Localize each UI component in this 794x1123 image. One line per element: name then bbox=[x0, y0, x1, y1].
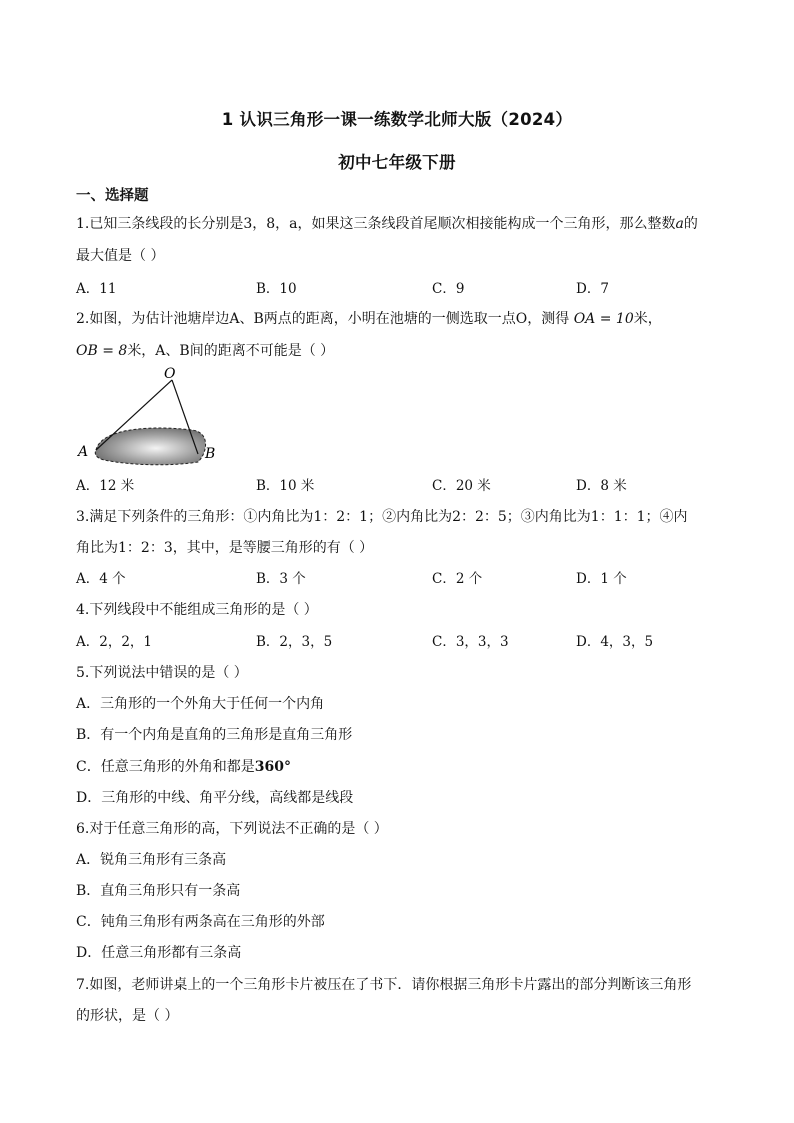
q6-choice-d[interactable]: D．任意三角形都有三条高 bbox=[76, 945, 242, 961]
q6-choice-b[interactable]: B．直角三角形只有一条高 bbox=[76, 883, 241, 899]
question-1-suffix: 的 bbox=[683, 216, 698, 232]
q3-option-a[interactable]: A．4 个 bbox=[76, 571, 126, 587]
question-5-line-1: 5.下列说法中错误的是（ ） bbox=[76, 665, 248, 681]
document-title: 1 认识三角形一课一练数学北师大版（2024） bbox=[221, 110, 573, 129]
question-3-line-2: 角比为1：2：3，其中，是等腰三角形的有（ ） bbox=[76, 540, 374, 556]
q1-option-b[interactable]: B．10 bbox=[256, 281, 297, 297]
question-1-line-2: 最大值是（ ） bbox=[76, 248, 165, 264]
question-1-line-1 bbox=[76, 214, 698, 234]
q2-option-a[interactable]: A．12 米 bbox=[76, 478, 135, 494]
q5-choice-c[interactable] bbox=[76, 757, 291, 777]
pond-shape bbox=[95, 428, 205, 465]
q6-choice-a[interactable]: A．锐角三角形有三条高 bbox=[76, 852, 227, 868]
q2-option-c[interactable]: C．20 米 bbox=[432, 478, 491, 494]
point-o-label: O bbox=[164, 366, 176, 382]
q4-option-b[interactable]: B．2，3，5 bbox=[256, 634, 333, 650]
variable-a: a bbox=[675, 216, 684, 232]
point-a-label: A bbox=[78, 444, 89, 460]
point-b-label: B bbox=[205, 446, 216, 462]
q4-option-d[interactable]: D．4，3，5 bbox=[576, 634, 654, 650]
q6-choice-c[interactable]: C．钝角三角形有两条高在三角形的外部 bbox=[76, 914, 325, 930]
q1-option-c[interactable]: C．9 bbox=[432, 281, 465, 297]
question-3-line-1: 3.满足下列条件的三角形：①内角比为1：2：1；②内角比为2：2：5；③内角比为1：1：1；④内 bbox=[76, 509, 688, 525]
q1-option-d[interactable]: D．7 bbox=[576, 281, 609, 297]
question-7-line-1: 7.如图，老师讲桌上的一个三角形卡片被压在了书下．请你根据三角形卡片露出的部分判断该三角形 bbox=[76, 977, 692, 993]
question-4-line-1: 4.下列线段中不能组成三角形的是（ ） bbox=[76, 602, 318, 618]
question-6-line-1: 6.对于任意三角形的高，下列说法不正确的是（ ） bbox=[76, 821, 388, 837]
question-1-text: 1.已知三条线段的长分别是3，8，a，如果这三条线段首尾顺次相接能构成一个三角形，那么整数 bbox=[76, 216, 676, 232]
question-7-line-2: 的形状，是（ ） bbox=[76, 1008, 179, 1024]
q4-option-c[interactable]: C．3，3，3 bbox=[432, 634, 509, 650]
unit-meter-1: 米， bbox=[633, 311, 662, 327]
q5-choice-b[interactable]: B．有一个内角是直角的三角形是直角三角形 bbox=[76, 727, 353, 743]
section-heading: 一、选择题 bbox=[76, 188, 149, 204]
question-2-line-2 bbox=[76, 341, 334, 361]
question-2-line-1 bbox=[76, 309, 662, 329]
math-oa: OA = 10 bbox=[573, 311, 634, 327]
q2-option-d[interactable]: D．8 米 bbox=[576, 478, 627, 494]
q4-option-a[interactable]: A．2，2，1 bbox=[76, 634, 153, 650]
q3-option-b[interactable]: B．3 个 bbox=[256, 571, 306, 587]
q3-option-c[interactable]: C．2 个 bbox=[432, 571, 483, 587]
question-2-rest: 米，A、B间的距离不可能是（ ） bbox=[127, 343, 335, 359]
math-ob: OB = 8 bbox=[76, 343, 128, 359]
q2-option-b[interactable]: B．10 米 bbox=[256, 478, 315, 494]
angle-360: 360° bbox=[254, 759, 291, 775]
document-subtitle: 初中七年级下册 bbox=[338, 153, 456, 172]
q3-option-d[interactable]: D．1 个 bbox=[576, 571, 627, 587]
question-2-text: 2.如图，为估计池塘岸边A、B两点的距离，小明在池塘的一侧选取一点O，测得 bbox=[76, 311, 570, 327]
q1-option-a[interactable]: A．11 bbox=[76, 281, 117, 297]
q5-choice-a[interactable]: A．三角形的一个外角大于任何一个内角 bbox=[76, 696, 325, 712]
pond-figure bbox=[74, 366, 224, 466]
q5-choice-c-text: C．任意三角形的外角和都是 bbox=[76, 759, 255, 775]
q5-choice-d[interactable]: D．三角形的中线、角平分线，高线都是线段 bbox=[76, 790, 354, 806]
